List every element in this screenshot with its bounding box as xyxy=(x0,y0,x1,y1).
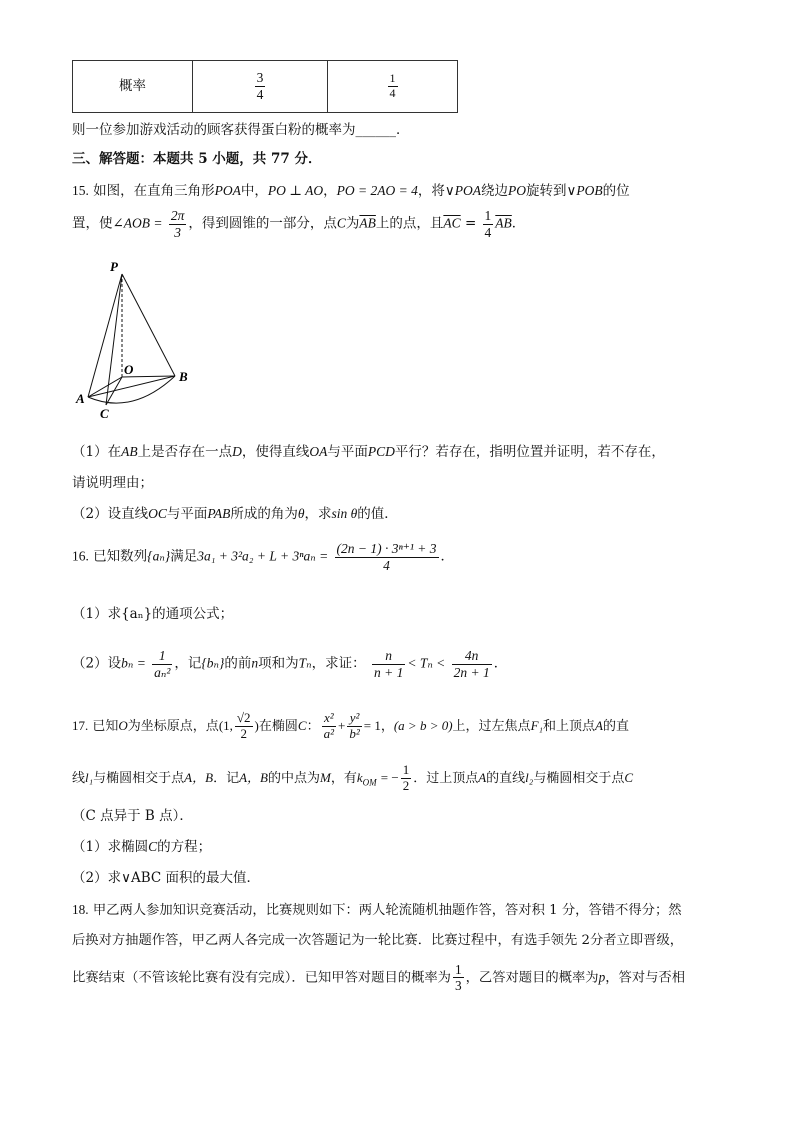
q15-part1-cont: 请说明理由； xyxy=(72,475,153,491)
fraction: $\frac{\text{(2n − 1) · 3ⁿ⁺¹ + 3}}{4}$ xyxy=(336,541,437,573)
label-c: C xyxy=(100,406,109,421)
q17-line1: 17. 已知O为坐标原点，点(1, $\frac{√2}{2}$ )在椭圆C： $\frac{\text{x²}}{\text{a²}}$ + $\frac{\text{y²}}{\text{b²}}$ = 1，(a > b > 0)上，过左焦点F₁和上顶点A的直 xyxy=(72,710,630,741)
probability-table xyxy=(72,60,458,113)
q16-part2: （2）设bₙ = $\frac{1}{\text{aₙ²}}$ ，记{bₙ}的前n项和为Tₙ，求证： $\frac{n}{n + 1}$ < Tₙ < $\frac{4n}{2n + 1}$ ． xyxy=(72,648,508,680)
section-heading: 三、解答题：本题共 5 小题，共 77 分． xyxy=(72,151,322,167)
fraction: $\frac{1}{\text{aₙ²}}$ xyxy=(154,648,171,680)
cone-figure xyxy=(72,256,202,426)
q15-line2: 置，使∠AOB = $\frac{2\pi}{3}$ ，得到圆锥的一部分，点C为$\overline{AB}$上的点，且$\overline{AC}$ = $\frac{1}{4}$ $\overline{AB}$． xyxy=(72,208,526,240)
label-p: P xyxy=(110,259,118,274)
table-value-cell xyxy=(193,61,328,113)
table-row xyxy=(73,61,458,113)
fraction: $\frac{1}{3}$ xyxy=(454,962,462,994)
fraction: $\frac{√2}{2}$ xyxy=(236,710,251,741)
fraction: $\frac{1}{2}$ xyxy=(402,762,410,793)
q18-line2: 后换对方抽题作答，甲乙两人各完成一次答题记为一轮比赛．比赛过程中，有选手领先 2分者立即晋级， xyxy=(72,933,684,948)
table-value-cell xyxy=(328,61,458,113)
fraction: $\frac{1}{4}$ xyxy=(484,208,492,240)
fraction: $\frac{\text{y²}}{\text{b²}}$ xyxy=(349,710,360,741)
q18-line1: 18. 甲乙两人参加知识竞赛活动，比赛规则如下：两人轮流随机抽题作答，答对积 1 分，答错不得分；然 xyxy=(72,902,682,918)
fraction: $\frac{n}{n + 1}$ xyxy=(373,648,404,680)
label-o: O xyxy=(124,362,134,377)
q16-part1: （1）求{aₙ}的通项公式； xyxy=(72,606,234,622)
label-a: A xyxy=(76,391,85,406)
fraction: $\frac{4n}{2n + 1}$ xyxy=(453,648,490,680)
fraction: $\frac{1}{4}$ xyxy=(389,71,396,100)
fraction: $\frac{\text{x²}}{\text{a²}}$ xyxy=(323,710,334,741)
fraction: $\frac{3}{4}$ xyxy=(256,70,264,102)
q17-line3: （C 点异于 B 点）． xyxy=(72,808,193,824)
q15-part1: （1）在AB上是否存在一点D，使得直线OA与平面PCD平行？若存在，指明位置并证明，若不存在， xyxy=(72,444,665,460)
q17-part2: （2）求∨ABC 面积的最大值． xyxy=(72,870,261,886)
q15-part2: （2）设直线OC与平面PAB所成的角为θ，求sin θ的值． xyxy=(72,506,398,522)
previous-question-tail: 则一位参加游戏活动的顾客获得蛋白粉的概率为______． xyxy=(72,122,410,138)
q15-line1: 15. 如图，在直角三角形POA中，PO ⊥ AO，PO = 2AO = 4，将∨POA绕边PO旋转到∨POB的位 xyxy=(72,183,630,199)
q16-stem: 16. 已知数列{aₙ}满足3a₁ + 3²a₂ + L + 3ⁿaₙ = $\frac{\text{(2n − 1) · 3ⁿ⁺¹ + 3}}{4}$ ． xyxy=(72,541,455,573)
table-label-cell: 概率 xyxy=(73,61,193,113)
q17-line2: 线l₁与椭圆相交于点A，B．记A，B的中点为M，有$k_{OM}$ = − $\frac{1}{2}$ ．过上顶点A的直线l₂与椭圆相交于点C xyxy=(72,762,633,793)
q18-line3: 比赛结束（不管该轮比赛有没有完成）．已知甲答对题目的概率为 $\frac{1}{3}$ ，乙答对题目的概率为p，答对与否相 xyxy=(72,962,686,994)
fraction: $\frac{2\pi}{3}$ xyxy=(170,208,185,240)
label-b: B xyxy=(179,369,188,384)
q17-part1: （1）求椭圆C的方程； xyxy=(72,839,212,855)
